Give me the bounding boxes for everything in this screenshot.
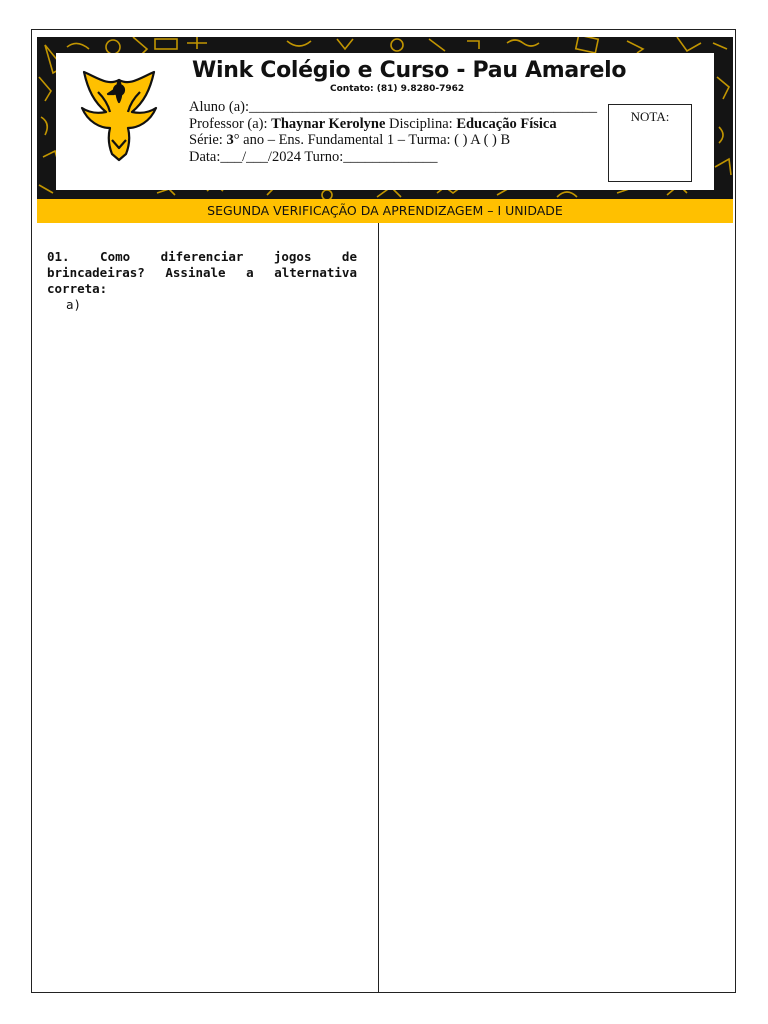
question-number: 01. bbox=[47, 249, 70, 264]
school-name: Wink Colégio e Curso - Pau Amarelo bbox=[192, 58, 627, 83]
nota-box bbox=[608, 104, 692, 182]
disciplina-label: Disciplina: bbox=[389, 116, 453, 132]
contact-phone: Contato: (81) 9.8280-7962 bbox=[330, 84, 465, 94]
assessment-title-banner: SEGUNDA VERIFICAÇÃO DA APRENDIZAGEM – I UNIDADE bbox=[37, 199, 733, 223]
question-text: Como diferenciar jogos de brincadeiras? Assinale a alternativa correta: bbox=[47, 249, 357, 296]
serie-line bbox=[189, 132, 510, 149]
professor-label: Professor (a): bbox=[189, 116, 268, 132]
serie-rest: ° ano – Ens. Fundamental 1 – Turma: ( ) A ( ) B bbox=[233, 132, 511, 148]
column-divider bbox=[378, 223, 379, 992]
serie-label: Série: bbox=[189, 132, 223, 148]
professor-name: Thaynar Kerolyne bbox=[271, 116, 386, 132]
option-a: a) bbox=[66, 297, 82, 312]
professor-line bbox=[189, 116, 557, 133]
nota-label: NOTA: bbox=[630, 109, 670, 124]
serie-value: 3 bbox=[226, 132, 234, 148]
data-turno-line: Data:___/___/2024 Turno:_____________ bbox=[189, 149, 438, 165]
disciplina-value: Educação Física bbox=[456, 116, 557, 132]
aluno-line bbox=[189, 99, 597, 116]
aluno-label: Aluno (a): bbox=[189, 99, 249, 115]
question-1 bbox=[47, 249, 357, 297]
phoenix-icon bbox=[78, 68, 160, 164]
aluno-blank: ________________________________________________ bbox=[249, 99, 597, 115]
